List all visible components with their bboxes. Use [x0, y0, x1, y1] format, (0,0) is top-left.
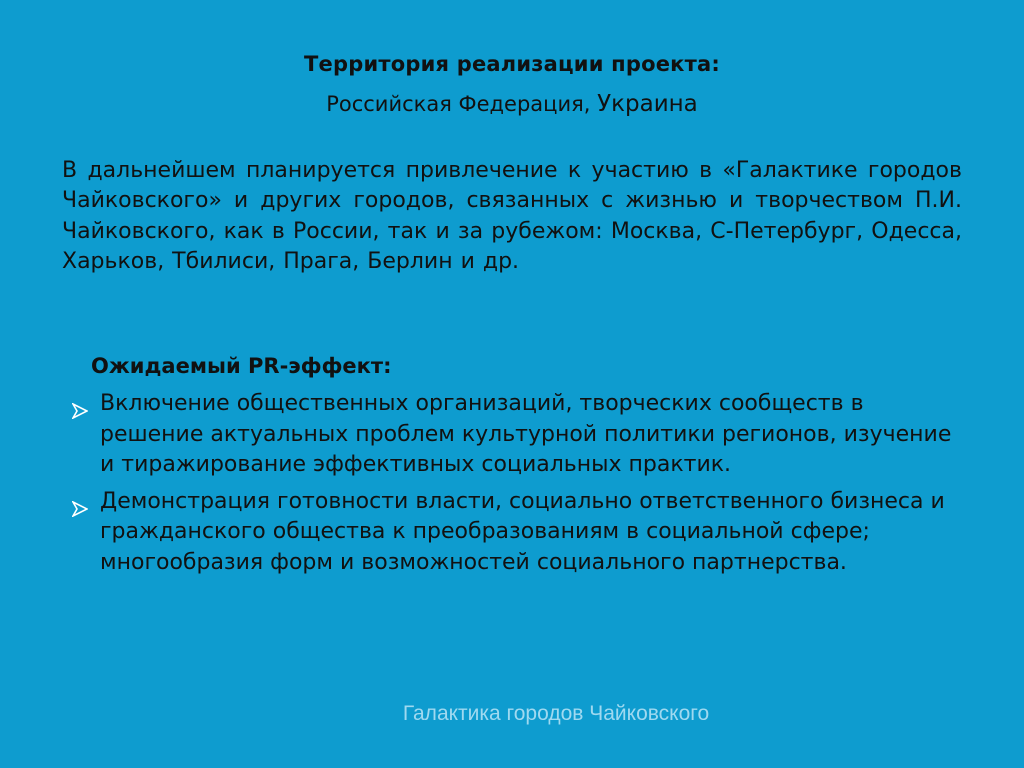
arrow-bullet-icon [72, 496, 88, 512]
footer-caption: Галактика городов Чайковского [402, 702, 710, 725]
territory-part-1: Российская Федерация, [326, 92, 591, 116]
bullet-text: Включение общественных организаций, творческих сообществ в решение актуальных проблем культурной политики регионов, изучение и тиражирование эффективных социальных практик. [100, 391, 952, 478]
project-territory [200, 91, 824, 117]
bullet-text: Демонстрация готовности власти, социально ответственного бизнеса и гражданского общества к преобразованиям в социальной сфере; многообразия форм и возможностей социального партнерства. [100, 488, 945, 575]
list-item [62, 487, 962, 579]
list-item [62, 389, 962, 481]
pr-effect-list [62, 389, 962, 585]
main-paragraph: В дальнейшем планируется привлечение к участию в «Галактике городов Чайковского» и других городов, связанных с жизнью и творчеством П.И. Чайковского, как в России, так и за рубежом: Москва, С-Петербург, Одесса, Харьков, Тбилиси, Прага, Берлин и др. [62, 158, 962, 275]
pr-effect-heading: Ожидаемый PR-эффект: [91, 354, 392, 378]
arrow-bullet-icon [72, 398, 88, 414]
territory-part-2: Украина [597, 91, 698, 117]
page-title: Территория реализации проекта: [304, 52, 720, 76]
